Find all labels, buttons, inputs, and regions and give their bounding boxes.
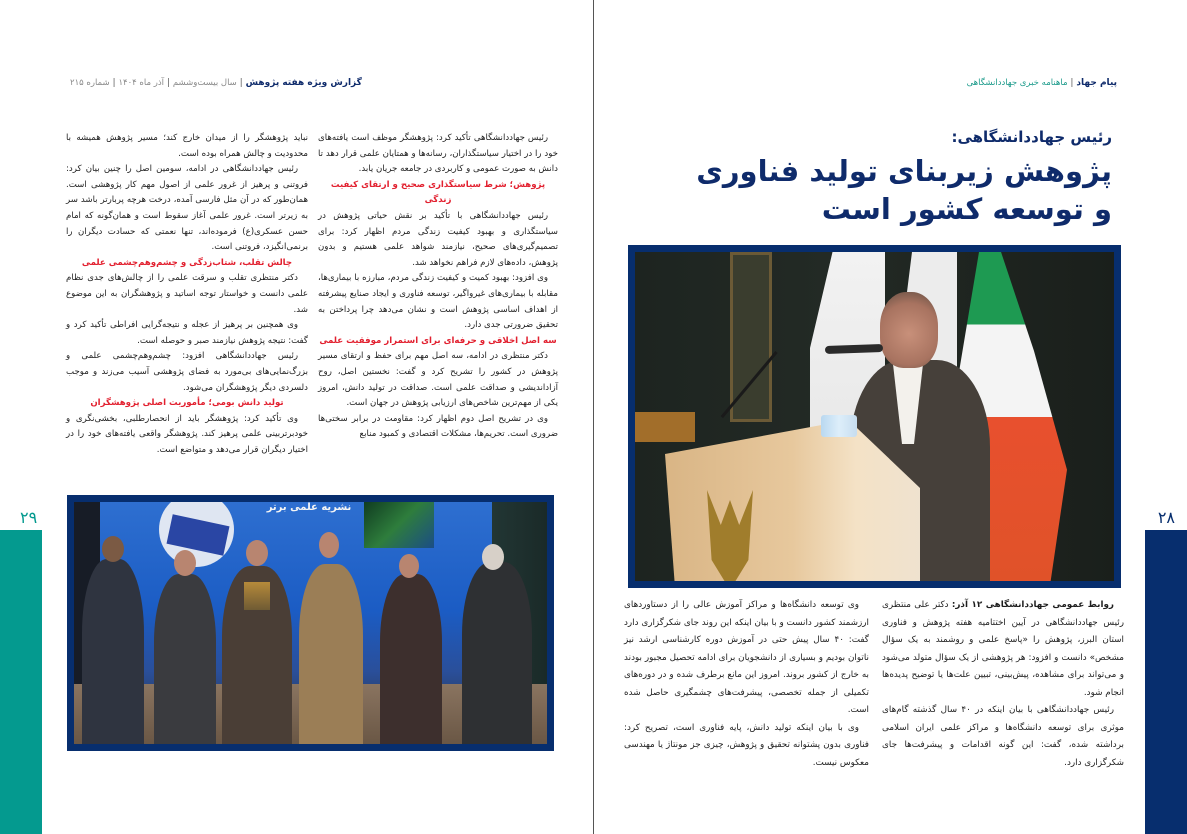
subheading: پژوهش؛ شرط سیاستگذاری صحیح و ارتقای کیفیت زندگی xyxy=(330,179,546,206)
paragraph: رئیس جهاددانشگاهی با تأکید بر نقش حیاتی پژوهش در سیاستگذاری و بهبود کیفیت زندگی مردم اظهار کرد: برای تصمیم‌گیری‌های صحیح، نیازمند شواهد علمی هستیم و بدون پژوهش، داده‌های لازم فراهم نخواهد شد. xyxy=(318,210,558,268)
paragraph: وی افزود: بهبود کمیت و کیفیت زندگی مردم، مبارزه با بیماری‌ها، مقابله با بیماری‌های غیرواگیر، توسعه فناوری و ایجاد صنایع پیشرفته از اهداف اساسی پژوهش است و نشان می‌دهد چرا پرداختن به تحقیق ضرورتی جدی دارد. xyxy=(318,273,558,331)
header-separator: | xyxy=(167,78,170,88)
page-number: ۲۹ xyxy=(20,508,38,527)
person-figure xyxy=(154,574,216,744)
lead-text: دکتر علی منتظری رئیس جهاددانشگاهی در آیین اختتامیه هفته پژوهش و فناوری استان البرز، پژوهش را «پاسخ علمی و روشمند به یک سؤال مشخص» دانست و افزود: هر پژوهشی از یک سؤال متولد می‌شود و می‌تواند برای مشاهده، پیش‌بینی، تبیین علت‌ها یا توضیح پدیده‌ها انجام شود. xyxy=(882,600,1124,698)
subheading: چالش تقلب، شتاب‌زدگی و چشم‌وهم‌چشمی علمی xyxy=(81,257,293,268)
paragraph: دکتر منتظری تقلب و سرقت علمی را از چالش‌های جدی نظام علمی دانست و خواستار توجه اساتید و پژوهشگران به این موضوع شد. xyxy=(66,273,308,315)
paragraph: وی با بیان اینکه تولید دانش، پایه فناوری است، تصریح کرد: فناوری بدون پشتوانه تحقیق و پژوهش، چیزی جز مونتاژ یا مهندسی معکوس نیست. xyxy=(624,722,869,768)
paragraph: نباید پژوهشگر را از میدان خارج کند؛ مسیر پژوهش همیشه با محدودیت و چالش همراه بوده است. xyxy=(66,133,308,159)
news-agency-dateline: روابط عمومی جهاددانشگاهی ۱۲ آذر: xyxy=(951,600,1114,610)
person-figure xyxy=(380,574,442,744)
award-plaque xyxy=(244,582,270,610)
person-figure xyxy=(82,559,144,744)
page-29 xyxy=(0,0,593,834)
headline-line-1: پژوهش زیربنای تولید فناوری xyxy=(696,154,1112,188)
headline xyxy=(662,152,1112,228)
paragraph: وی توسعه دانشگاه‌ها و مراکز آموزش عالی را از دستاوردهای ارزشمند کشور دانست و با بیان اینکه این روند جای شکرگزاری دارد گفت: ۴۰ سال پیش حتی در آموزش دوره کارشناسی ارشد نیز ناتوان بودیم و بسیاری از دانشجویان برای ادامه تحصیل مجبور بودند به خارج از کشور بروند. امروز این مانع برطرف شده و در دوره‌های تکمیلی از جمله تخصصی، پیشرفت‌های چشمگیری حاصل شده است. xyxy=(624,600,870,715)
page-number: ۲۸ xyxy=(1157,508,1175,527)
left-color-tab xyxy=(0,530,42,834)
issue-label: شماره ۲۱۵ xyxy=(70,78,110,88)
headline-line-2: و توسعه کشور است xyxy=(821,192,1112,226)
magazine-brand: پیام جهاد xyxy=(1076,78,1117,88)
right-page-column-2 xyxy=(624,597,869,772)
paragraph: رئیس جهاددانشگاهی با بیان اینکه در ۴۰ سال گذشته گام‌های موثری برای توسعه دانشگاه‌ها و مراکز علمی ایران اسلامی برداشته شده، گفت: این گونه اقدامات و پیشرفت‌ها جای شکرگزاری دارد. xyxy=(882,705,1124,768)
section-title: گزارش ویژه هفته پژوهش xyxy=(245,78,362,88)
subheading: سه اصل اخلاقی و حرفه‌ای برای استمرار موفقیت علمی xyxy=(319,335,557,346)
headline-kicker: رئیس جهاددانشگاهی: xyxy=(951,128,1112,146)
speaker-photo xyxy=(628,245,1121,588)
left-page-column-1 xyxy=(318,131,558,491)
lead-paragraph xyxy=(882,597,1124,702)
paragraph: دکتر منتظری در ادامه، سه اصل مهم برای حفظ و ارتقای مسیر پژوهش در کشور را تشریح کرد و گفت: نخستین اصل، روح آزاداندیشی و صداقت علمی است. صداقت در تولید دانش، امروز یکی از مهم‌ترین شاخص‌های ارزیابی پژوهش در جهان است. xyxy=(318,351,558,409)
person-figure xyxy=(462,562,532,744)
volume-label: سال بیست‌وششم xyxy=(172,78,237,88)
paragraph: وی در تشریح اصل دوم اظهار کرد: مقاومت در برابر سختی‌ها ضروری است. تحریم‌ها، مشکلات اقتصادی و کمبود منابع xyxy=(318,413,558,440)
magazine-subtitle: ماهنامه خبری جهاددانشگاهی xyxy=(966,78,1068,88)
page-28 xyxy=(594,0,1187,834)
paragraph: وی همچنین بر پرهیز از عجله و نتیجه‌گرایی افراطی تأکید کرد و گفت: نتیجه پژوهش نیازمند صبر و حوصله است. xyxy=(66,320,308,346)
right-page-column-1 xyxy=(882,597,1124,772)
date-label: آذر ماه ۱۴۰۴ xyxy=(118,78,164,88)
header-separator: | xyxy=(1070,78,1074,88)
award-ceremony-photo xyxy=(67,495,554,751)
person-figure xyxy=(299,564,363,744)
header-separator: | xyxy=(112,78,116,88)
screen-banner-text: نشریه علمی برتر xyxy=(266,502,352,513)
left-running-header xyxy=(70,78,362,88)
subheading: تولید دانش بومی؛ مأموریت اصلی پژوهشگران xyxy=(90,398,284,409)
paragraph: رئیس جهاددانشگاهی تأکید کرد: پژوهشگر موظف است یافته‌های خود را در اختیار سیاستگذاران، رسانه‌ها و همتایان علمی قرار دهد تا دانش به صورت عمومی و کاربردی در جامعه جریان یابد. xyxy=(318,133,558,175)
paragraph: وی تأکید کرد: پژوهشگر باید از انحصارطلبی، بخشی‌نگری و خودبرتربینی علمی پرهیز کند. پژوهشگر واقعی یافته‌های خود را در اختیار دیگران قرار می‌دهد و متواضع است. xyxy=(66,413,308,455)
paragraph: رئیس جهاددانشگاهی افزود: چشم‌وهم‌چشمی علمی و بزرگ‌نمایی‌های بی‌مورد به فضای پژوهشی آسیب می‌زند و موجب دلسردی دیگر پژوهشگران می‌شود. xyxy=(66,351,308,393)
header-separator: | xyxy=(239,78,243,88)
left-page-column-2 xyxy=(66,131,308,491)
right-color-tab xyxy=(1145,530,1187,834)
right-running-header xyxy=(967,78,1117,88)
paragraph: رئیس جهاددانشگاهی در ادامه، سومین اصل را چنین بیان کرد: فروتنی و پرهیز از غرور علمی از اصول مهم کار پژوهشی است. همان‌طور که در آن مثل فارسی آمده، درخت هرچه پربارتر باشد سر به زیرتر است. غرور علمی آغاز سقوط است و همان‌گونه که امام حسن عسکری(ع) فرموده‌اند، تنها نعمتی که حسادت دیگران را برنمی‌انگیزد، فروتنی است. xyxy=(66,164,308,253)
